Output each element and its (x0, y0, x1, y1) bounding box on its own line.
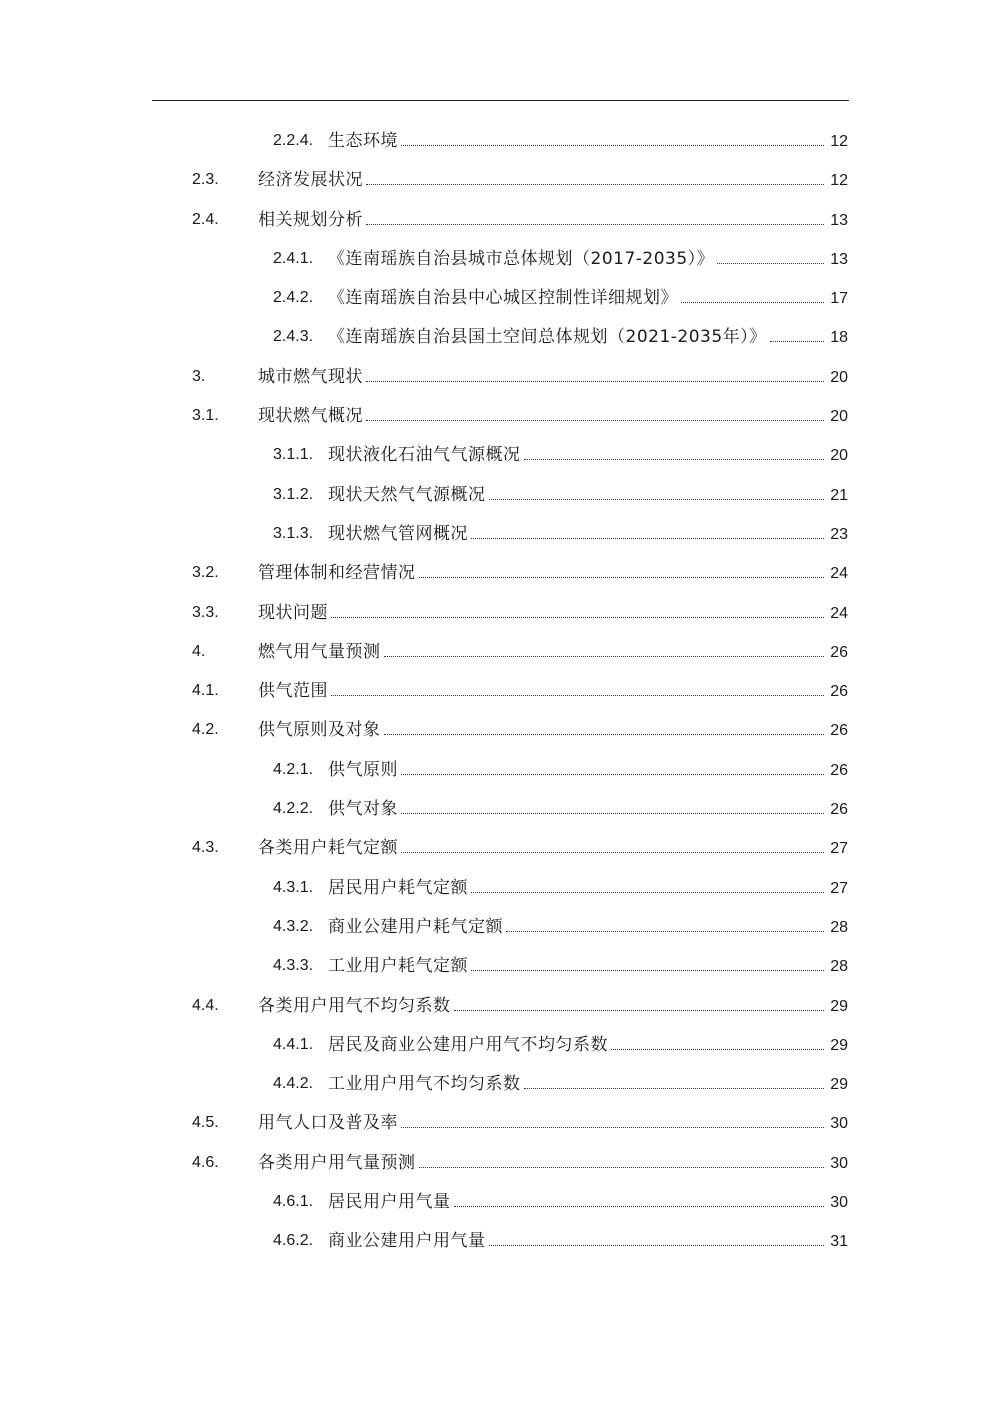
dot-leader (524, 445, 825, 460)
toc-entry-page: 12 (830, 133, 848, 150)
toc-entry-page: 21 (830, 486, 848, 504)
toc-entry-title: 供气范围 (258, 681, 328, 702)
toc-entry-number: 4.3.2. (273, 917, 314, 935)
dot-leader (384, 642, 825, 657)
dot-leader (489, 485, 825, 500)
toc-entry-line (328, 1073, 848, 1095)
toc-entry-number: 4.4.2. (273, 1075, 314, 1093)
toc-entry[interactable] (0, 279, 1000, 318)
toc-entry-title: 燃气用气量预测 (258, 641, 381, 662)
toc-entry-page: 30 (830, 1115, 848, 1133)
toc-entry[interactable] (0, 790, 1000, 829)
toc-entry[interactable] (0, 397, 1000, 436)
toc-entry-title: 各类用户用气量预测 (258, 1152, 416, 1173)
toc-entry[interactable] (0, 515, 1000, 554)
toc-entry-page: 30 (830, 1194, 848, 1212)
toc-entry-title: 城市燃气现状 (258, 366, 363, 387)
dot-leader (384, 720, 825, 735)
toc-entry-line (328, 248, 848, 270)
toc-entry-number: 3.1.2. (273, 485, 314, 503)
toc-entry-number: 2.4. (192, 210, 219, 228)
toc-entry-line (258, 641, 848, 663)
toc-entry-title: 工业用户用气不均匀系数 (328, 1074, 521, 1095)
toc-entry-title: 居民用户用气量 (328, 1192, 451, 1213)
toc-entry-title: 居民及商业公建用户用气不均匀系数 (328, 1034, 608, 1055)
toc-entry-line (328, 130, 848, 152)
dot-leader (524, 1074, 825, 1089)
toc-entry-number: 3.1.1. (273, 446, 314, 464)
toc-entry[interactable] (0, 436, 1000, 475)
toc-entry-number: 2.4.2. (273, 289, 314, 307)
toc-entry[interactable] (0, 476, 1000, 515)
toc-entry-page: 26 (830, 801, 848, 819)
toc-entry-page: 26 (830, 722, 848, 740)
toc-entry[interactable] (0, 1026, 1000, 1065)
toc-entry-page: 31 (830, 1233, 848, 1251)
toc-entry-title: 商业公建用户耗气定额 (328, 916, 503, 937)
toc-entry[interactable] (0, 201, 1000, 240)
toc-entry-title: 各类用户耗气定额 (258, 838, 398, 859)
toc-entry[interactable] (0, 947, 1000, 986)
toc-entry-number: 4.1. (192, 682, 219, 700)
dot-leader (489, 1231, 825, 1246)
toc-entry[interactable] (0, 1222, 1000, 1261)
toc-entry-number: 3.1. (192, 407, 219, 425)
toc-entry-number: 4.3.1. (273, 878, 314, 896)
toc-entry[interactable] (0, 554, 1000, 593)
toc-entry-title: 现状燃气管网概况 (328, 523, 468, 544)
toc-entry-page: 20 (830, 368, 848, 386)
dot-leader (366, 367, 824, 382)
toc-entry-number: 2.3. (192, 171, 219, 189)
dot-leader (331, 681, 824, 696)
toc-entry-title: 现状液化石油气气源概况 (328, 445, 521, 466)
toc-entry-page: 24 (830, 565, 848, 583)
toc-entry-page: 28 (830, 958, 848, 976)
toc-entry-line (258, 719, 848, 741)
toc-entry-title: 用气人口及普及率 (258, 1113, 398, 1134)
toc-entry-page: 20 (830, 408, 848, 426)
toc-entry[interactable] (0, 358, 1000, 397)
dot-leader (401, 760, 824, 775)
toc-entry-line (258, 405, 848, 427)
toc-entry-number: 3.1.3. (273, 524, 314, 542)
dot-leader (331, 603, 824, 618)
toc-entry[interactable] (0, 829, 1000, 868)
toc-entry-line (328, 1230, 848, 1252)
toc-entry-number: 4.5. (192, 1114, 219, 1132)
toc-entry[interactable] (0, 318, 1000, 357)
toc-entry-line (258, 1152, 848, 1174)
toc-entry-page: 27 (830, 879, 848, 897)
toc-entry-line (328, 1034, 848, 1056)
toc-entry-title: 《连南瑶族自治县国土空间总体规划（2021-2035年）》 (328, 327, 767, 348)
toc-entry[interactable] (0, 711, 1000, 750)
toc-entry-number: 4.6.1. (273, 1193, 314, 1211)
toc-entry-line (258, 837, 848, 859)
toc-entry-page: 18 (830, 329, 848, 347)
toc-entry-number: 4.6. (192, 1153, 219, 1171)
header-rule (152, 100, 849, 101)
toc-entry-title: 管理体制和经营情况 (258, 563, 416, 584)
toc-entry-page: 12 (830, 172, 848, 190)
toc-entry[interactable] (0, 1065, 1000, 1104)
toc-entry-title: 商业公建用户用气量 (328, 1231, 486, 1252)
dot-leader (366, 210, 824, 225)
dot-leader (454, 996, 825, 1011)
toc-entry-page: 26 (830, 761, 848, 779)
toc-entry-number: 4.6.2. (273, 1232, 314, 1250)
toc-entry[interactable] (0, 751, 1000, 790)
dot-leader (401, 799, 824, 814)
toc-entry-number: 2.4.1. (273, 249, 314, 267)
toc-entry-line (258, 169, 848, 191)
toc-entry[interactable] (0, 594, 1000, 633)
toc-entry-title: 供气原则及对象 (258, 720, 381, 741)
toc-entry-number: 4.4. (192, 996, 219, 1014)
toc-entry-line (258, 602, 848, 624)
toc-entry-page: 20 (830, 447, 848, 465)
toc-entry-number: 3. (192, 367, 206, 385)
toc-entry-line (258, 1112, 848, 1134)
dot-leader (770, 327, 825, 342)
toc-entry-line (328, 444, 848, 466)
dot-leader (471, 524, 824, 539)
toc-entry-page: 24 (830, 604, 848, 622)
dot-leader (366, 170, 824, 185)
toc-entry-page: 13 (830, 250, 848, 268)
toc-entry-number: 4.4.1. (273, 1035, 314, 1053)
toc-entry[interactable] (0, 1144, 1000, 1183)
toc-entry[interactable] (0, 633, 1000, 672)
toc-entry-title: 《连南瑶族自治县中心城区控制性详细规划》 (328, 288, 678, 309)
toc-entry[interactable] (0, 1183, 1000, 1222)
toc-entry-line (258, 995, 848, 1017)
toc-entry-line (328, 916, 848, 938)
toc-entry-page: 28 (830, 918, 848, 936)
toc-entry-title: 现状燃气概况 (258, 406, 363, 427)
dot-leader (681, 288, 824, 303)
toc-entry-title: 供气对象 (328, 799, 398, 820)
toc-entry[interactable] (0, 122, 1000, 161)
toc-entry-page: 26 (830, 643, 848, 661)
dot-leader (454, 1192, 825, 1207)
dot-leader (506, 917, 824, 932)
toc-entry[interactable] (0, 161, 1000, 200)
toc-entry-number: 3.2. (192, 564, 219, 582)
toc-entry-page: 26 (830, 683, 848, 701)
dot-leader (401, 1113, 824, 1128)
toc-entry-number: 4.3. (192, 839, 219, 857)
toc-entry-line (258, 366, 848, 388)
toc-entry-title: 《连南瑶族自治县城市总体规划（2017-2035）》 (328, 248, 715, 269)
dot-leader (401, 838, 824, 853)
toc-entry-page: 27 (830, 840, 848, 858)
toc-entry-line (328, 287, 848, 309)
dot-leader (419, 563, 825, 578)
toc-entry-line (328, 1191, 848, 1213)
toc-entry-page: 30 (830, 1154, 848, 1172)
toc-entry-title: 现状问题 (258, 602, 328, 623)
toc-entry-page: 13 (830, 211, 848, 229)
toc-entry-title: 供气原则 (328, 759, 398, 780)
toc-entry-line (328, 523, 848, 545)
toc-entry[interactable] (0, 1104, 1000, 1143)
toc-entry-title: 生态环境 (328, 131, 398, 151)
toc-entry-line (328, 877, 848, 899)
toc-entry-line (328, 326, 848, 348)
toc-entry-line (328, 484, 848, 506)
toc-entry-line (258, 680, 848, 702)
dot-leader (717, 249, 824, 264)
toc-entry[interactable] (0, 908, 1000, 947)
toc-entry[interactable] (0, 240, 1000, 279)
table-of-contents (0, 122, 1000, 1262)
toc-entry-line (258, 562, 848, 584)
dot-leader (611, 1035, 824, 1050)
toc-entry-number: 4. (192, 642, 206, 660)
toc-entry-number: 4.3.3. (273, 957, 314, 975)
toc-entry-line (258, 209, 848, 231)
dot-leader (366, 406, 824, 421)
toc-entry[interactable] (0, 869, 1000, 908)
dot-leader (419, 1153, 825, 1168)
toc-entry-title: 经济发展状况 (258, 170, 363, 191)
toc-entry-page: 29 (830, 1036, 848, 1054)
toc-entry[interactable] (0, 672, 1000, 711)
toc-entry-line (328, 759, 848, 781)
toc-entry-title: 各类用户用气不均匀系数 (258, 995, 451, 1016)
dot-leader (471, 956, 824, 971)
dot-leader (401, 131, 824, 146)
toc-entry-page: 23 (830, 525, 848, 543)
toc-entry-title: 工业用户耗气定额 (328, 956, 468, 977)
toc-entry-number: 4.2.1. (273, 760, 314, 778)
toc-entry-title: 相关规划分析 (258, 209, 363, 230)
toc-entry-page: 29 (830, 997, 848, 1015)
toc-entry-number: 4.2. (192, 721, 219, 739)
toc-entry-page: 17 (830, 290, 848, 308)
toc-entry-number: 4.2.2. (273, 800, 314, 818)
toc-entry-title: 现状天然气气源概况 (328, 484, 486, 505)
toc-entry-title: 居民用户耗气定额 (328, 877, 468, 898)
toc-entry-number: 3.3. (192, 603, 219, 621)
toc-entry-line (328, 955, 848, 977)
toc-entry[interactable] (0, 987, 1000, 1026)
toc-entry-number: 2.4.3. (273, 328, 314, 346)
dot-leader (471, 878, 824, 893)
toc-entry-number: 2.2.4. (273, 132, 314, 149)
toc-entry-line (328, 798, 848, 820)
toc-entry-page: 29 (830, 1076, 848, 1094)
